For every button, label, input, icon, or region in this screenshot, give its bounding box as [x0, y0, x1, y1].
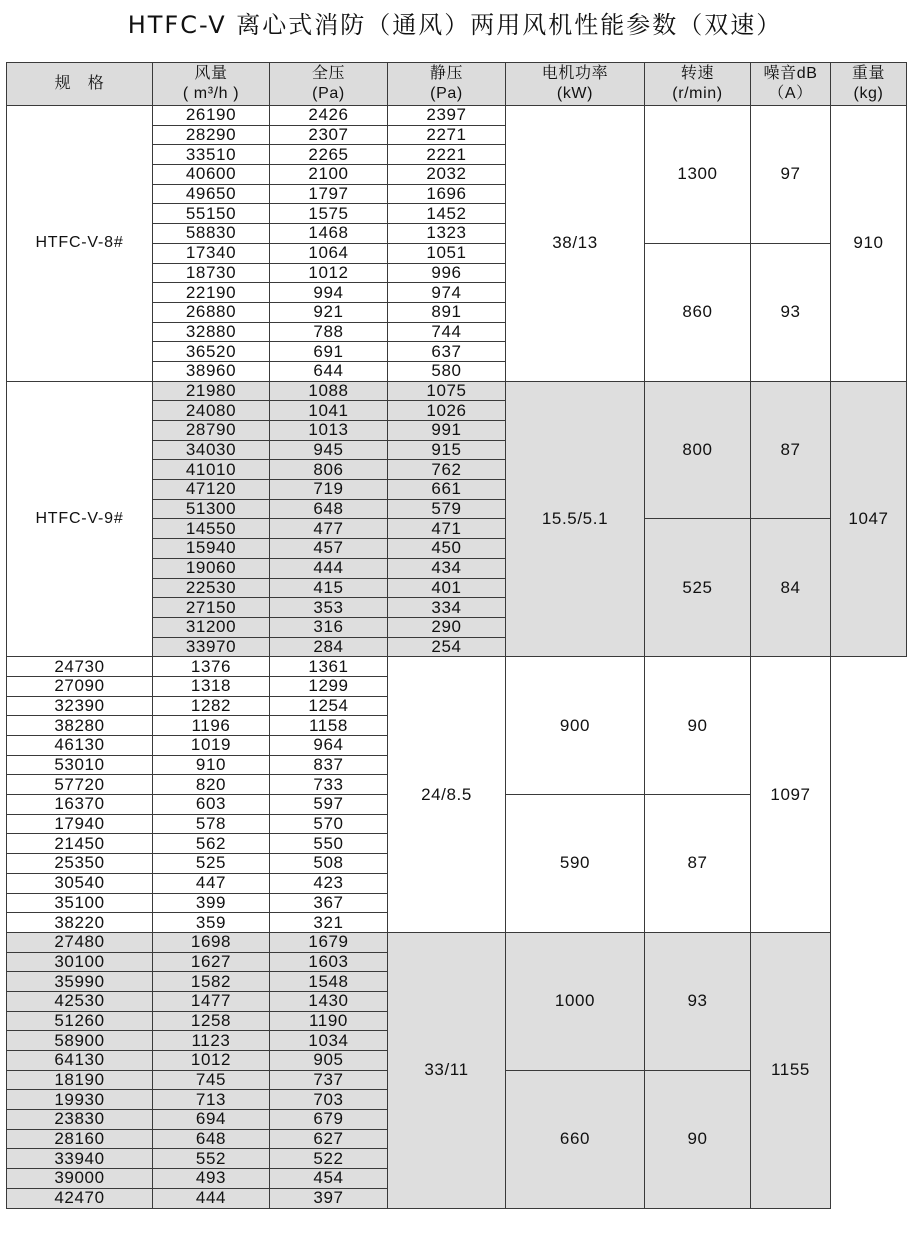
- static-pressure-value: 2221: [388, 145, 506, 165]
- table-row: [7, 932, 907, 952]
- static-pressure-value: 744: [388, 322, 506, 342]
- total-pressure-value: 316: [270, 617, 388, 637]
- flow-value: 23830: [7, 1110, 153, 1130]
- total-pressure-value: 788: [270, 322, 388, 342]
- header-weight: [831, 63, 907, 106]
- total-pressure-value: 691: [270, 342, 388, 362]
- total-pressure-value: 1282: [153, 696, 270, 716]
- static-pressure-value: 837: [270, 755, 388, 775]
- flow-value: 15940: [153, 539, 270, 559]
- model-name: HTFC-V-8#: [7, 106, 153, 382]
- flow-value: 30540: [7, 873, 153, 893]
- weight-value: 1097: [751, 657, 831, 933]
- static-pressure-value: 570: [270, 814, 388, 834]
- flow-value: 28790: [153, 421, 270, 441]
- total-pressure-value: 525: [153, 854, 270, 874]
- header-power: [506, 63, 645, 106]
- static-pressure-value: 974: [388, 283, 506, 303]
- rotation-speed: 525: [645, 519, 751, 657]
- flow-value: 33940: [7, 1149, 153, 1169]
- flow-value: 55150: [153, 204, 270, 224]
- flow-value: 32390: [7, 696, 153, 716]
- static-pressure-value: 627: [270, 1129, 388, 1149]
- flow-value: 19930: [7, 1090, 153, 1110]
- static-pressure-value: 550: [270, 834, 388, 854]
- flow-value: 26190: [153, 106, 270, 126]
- flow-value: 51260: [7, 1011, 153, 1031]
- total-pressure-value: 921: [270, 302, 388, 322]
- flow-value: 25350: [7, 854, 153, 874]
- static-pressure-value: 915: [388, 440, 506, 460]
- flow-value: 42530: [7, 991, 153, 1011]
- weight-value: 1155: [751, 932, 831, 1208]
- total-pressure-value: 552: [153, 1149, 270, 1169]
- total-pressure-value: 415: [270, 578, 388, 598]
- model-group: [7, 932, 907, 1208]
- static-pressure-value: 423: [270, 873, 388, 893]
- total-pressure-value: 2307: [270, 125, 388, 145]
- flow-value: 41010: [153, 460, 270, 480]
- total-pressure-value: 2426: [270, 106, 388, 126]
- total-pressure-value: 1468: [270, 224, 388, 244]
- total-pressure-value: 399: [153, 893, 270, 913]
- flow-value: 53010: [7, 755, 153, 775]
- total-pressure-value: 2100: [270, 165, 388, 185]
- static-pressure-value: 2271: [388, 125, 506, 145]
- static-pressure-value: 1299: [270, 676, 388, 696]
- total-pressure-value: 1258: [153, 1011, 270, 1031]
- static-pressure-value: 254: [388, 637, 506, 657]
- total-pressure-value: 477: [270, 519, 388, 539]
- flow-value: 21980: [153, 381, 270, 401]
- static-pressure-value: 1026: [388, 401, 506, 421]
- flow-value: 19060: [153, 558, 270, 578]
- weight-value: 1047: [831, 381, 907, 657]
- total-pressure-value: 1041: [270, 401, 388, 421]
- flow-value: 32880: [153, 322, 270, 342]
- flow-value: 42470: [7, 1188, 153, 1208]
- weight-value: 910: [831, 106, 907, 382]
- total-pressure-value: 447: [153, 873, 270, 893]
- flow-value: 24080: [153, 401, 270, 421]
- flow-value: 21450: [7, 834, 153, 854]
- static-pressure-value: 679: [270, 1110, 388, 1130]
- total-pressure-value: 1318: [153, 676, 270, 696]
- total-pressure-value: 1698: [153, 932, 270, 952]
- static-pressure-value: 1430: [270, 991, 388, 1011]
- total-pressure-value: 493: [153, 1169, 270, 1189]
- noise-level: 97: [751, 106, 831, 244]
- total-pressure-value: 562: [153, 834, 270, 854]
- total-pressure-value: 719: [270, 480, 388, 500]
- total-pressure-value: 694: [153, 1110, 270, 1130]
- model-group: [7, 106, 907, 382]
- noise-level: 93: [645, 932, 751, 1070]
- header-total-pressure-unit: (Pa): [312, 85, 345, 102]
- table-row: [7, 106, 907, 126]
- static-pressure-value: 905: [270, 1051, 388, 1071]
- static-pressure-value: 1323: [388, 224, 506, 244]
- noise-level: 87: [645, 795, 751, 933]
- total-pressure-value: 578: [153, 814, 270, 834]
- header-static-pressure-label: 静压: [429, 65, 464, 82]
- total-pressure-value: 745: [153, 1070, 270, 1090]
- flow-value: 24730: [7, 657, 153, 677]
- flow-value: 38220: [7, 913, 153, 933]
- static-pressure-value: 1603: [270, 952, 388, 972]
- total-pressure-value: 444: [153, 1188, 270, 1208]
- static-pressure-value: 1361: [270, 657, 388, 677]
- static-pressure-value: 2397: [388, 106, 506, 126]
- rotation-speed: 660: [506, 1070, 645, 1208]
- total-pressure-value: 1019: [153, 736, 270, 756]
- rotation-speed: 800: [645, 381, 751, 519]
- total-pressure-value: 1123: [153, 1031, 270, 1051]
- static-pressure-value: 1452: [388, 204, 506, 224]
- static-pressure-value: 397: [270, 1188, 388, 1208]
- static-pressure-value: 703: [270, 1090, 388, 1110]
- static-pressure-value: 522: [270, 1149, 388, 1169]
- flow-value: 39000: [7, 1169, 153, 1189]
- rotation-speed: 900: [506, 657, 645, 795]
- static-pressure-value: 579: [388, 499, 506, 519]
- static-pressure-value: 1190: [270, 1011, 388, 1031]
- total-pressure-value: 994: [270, 283, 388, 303]
- header-total-pressure-label: 全压: [311, 65, 346, 82]
- table-row: [7, 657, 907, 677]
- rotation-speed: 1000: [506, 932, 645, 1070]
- flow-value: 35990: [7, 972, 153, 992]
- flow-value: 49650: [153, 184, 270, 204]
- total-pressure-value: 1797: [270, 184, 388, 204]
- total-pressure-value: 353: [270, 598, 388, 618]
- header-noise-label: 噪音dB: [763, 65, 818, 82]
- static-pressure-value: 1696: [388, 184, 506, 204]
- rotation-speed: 590: [506, 795, 645, 933]
- flow-value: 58900: [7, 1031, 153, 1051]
- flow-value: 28160: [7, 1129, 153, 1149]
- total-pressure-value: 1088: [270, 381, 388, 401]
- static-pressure-value: 290: [388, 617, 506, 637]
- header-power-unit: (kW): [556, 85, 594, 102]
- static-pressure-value: 1075: [388, 381, 506, 401]
- static-pressure-value: 1034: [270, 1031, 388, 1051]
- header-weight-unit: (kg): [853, 85, 884, 102]
- flow-value: 30100: [7, 952, 153, 972]
- total-pressure-value: 648: [270, 499, 388, 519]
- header-static-pressure: [388, 63, 506, 106]
- flow-value: 34030: [153, 440, 270, 460]
- model-group: [7, 381, 907, 657]
- static-pressure-value: 733: [270, 775, 388, 795]
- total-pressure-value: 648: [153, 1129, 270, 1149]
- header-flow-unit: ( m³/h ): [182, 85, 240, 102]
- flow-value: 27480: [7, 932, 153, 952]
- rotation-speed: 860: [645, 243, 751, 381]
- flow-value: 35100: [7, 893, 153, 913]
- static-pressure-value: 2032: [388, 165, 506, 185]
- header-spec: [7, 63, 153, 106]
- total-pressure-value: 820: [153, 775, 270, 795]
- static-pressure-value: 471: [388, 519, 506, 539]
- motor-power: 33/11: [388, 932, 506, 1208]
- static-pressure-value: 1158: [270, 716, 388, 736]
- flow-value: 14550: [153, 519, 270, 539]
- header-speed: [645, 63, 751, 106]
- total-pressure-value: 945: [270, 440, 388, 460]
- flow-value: 18730: [153, 263, 270, 283]
- static-pressure-value: 964: [270, 736, 388, 756]
- static-pressure-value: 996: [388, 263, 506, 283]
- total-pressure-value: 1196: [153, 716, 270, 736]
- static-pressure-value: 991: [388, 421, 506, 441]
- header-noise-unit: （A）: [768, 85, 813, 102]
- total-pressure-value: 1575: [270, 204, 388, 224]
- flow-value: 28290: [153, 125, 270, 145]
- noise-level: 93: [751, 243, 831, 381]
- static-pressure-value: 1548: [270, 972, 388, 992]
- static-pressure-value: 1679: [270, 932, 388, 952]
- total-pressure-value: 2265: [270, 145, 388, 165]
- static-pressure-value: 661: [388, 480, 506, 500]
- header-weight-label: 重量: [851, 65, 886, 82]
- total-pressure-value: 1064: [270, 243, 388, 263]
- flow-value: 27150: [153, 598, 270, 618]
- static-pressure-value: 321: [270, 913, 388, 933]
- total-pressure-value: 644: [270, 361, 388, 381]
- header-noise: [751, 63, 831, 106]
- static-pressure-value: 597: [270, 795, 388, 815]
- flow-value: 58830: [153, 224, 270, 244]
- noise-level: 90: [645, 1070, 751, 1208]
- flow-value: 16370: [7, 795, 153, 815]
- flow-value: 57720: [7, 775, 153, 795]
- rotation-speed: 1300: [645, 106, 751, 244]
- static-pressure-value: 891: [388, 302, 506, 322]
- static-pressure-value: 762: [388, 460, 506, 480]
- static-pressure-value: 367: [270, 893, 388, 913]
- static-pressure-value: 737: [270, 1070, 388, 1090]
- flow-value: 27090: [7, 676, 153, 696]
- total-pressure-value: 1012: [153, 1051, 270, 1071]
- flow-value: 18190: [7, 1070, 153, 1090]
- table-row: [7, 381, 907, 401]
- static-pressure-value: 334: [388, 598, 506, 618]
- total-pressure-value: 1013: [270, 421, 388, 441]
- header-flow-label: 风量: [194, 65, 228, 82]
- static-pressure-value: 401: [388, 578, 506, 598]
- total-pressure-value: 806: [270, 460, 388, 480]
- static-pressure-value: 508: [270, 854, 388, 874]
- flow-value: 17940: [7, 814, 153, 834]
- page-title: HTFC-V 离心式消防（通风）两用风机性能参数（双速）: [127, 11, 783, 39]
- static-pressure-value: 637: [388, 342, 506, 362]
- total-pressure-value: 1627: [153, 952, 270, 972]
- header-power-label: 电机功率: [541, 65, 609, 82]
- performance-table: [6, 62, 907, 1209]
- static-pressure-value: 580: [388, 361, 506, 381]
- noise-level: 87: [751, 381, 831, 519]
- total-pressure-value: 284: [270, 637, 388, 657]
- header-speed-label: 转速: [680, 65, 715, 82]
- flow-value: 38960: [153, 361, 270, 381]
- flow-value: 36520: [153, 342, 270, 362]
- total-pressure-value: 1582: [153, 972, 270, 992]
- header-static-pressure-unit: (Pa): [430, 85, 463, 102]
- static-pressure-value: 450: [388, 539, 506, 559]
- flow-value: 33970: [153, 637, 270, 657]
- noise-level: 84: [751, 519, 831, 657]
- model-name: HTFC-V-9#: [7, 381, 153, 657]
- total-pressure-value: 1012: [270, 263, 388, 283]
- flow-value: 64130: [7, 1051, 153, 1071]
- motor-power: 15.5/5.1: [506, 381, 645, 657]
- flow-value: 26880: [153, 302, 270, 322]
- flow-value: 38280: [7, 716, 153, 736]
- total-pressure-value: 1477: [153, 991, 270, 1011]
- total-pressure-value: 910: [153, 755, 270, 775]
- flow-value: 33510: [153, 145, 270, 165]
- header-speed-unit: (r/min): [672, 85, 723, 102]
- motor-power: 24/8.5: [388, 657, 506, 933]
- total-pressure-value: 457: [270, 539, 388, 559]
- flow-value: 31200: [153, 617, 270, 637]
- total-pressure-value: 713: [153, 1090, 270, 1110]
- static-pressure-value: 434: [388, 558, 506, 578]
- static-pressure-value: 1254: [270, 696, 388, 716]
- noise-level: 90: [645, 657, 751, 795]
- flow-value: 17340: [153, 243, 270, 263]
- flow-value: 51300: [153, 499, 270, 519]
- total-pressure-value: 444: [270, 558, 388, 578]
- static-pressure-value: 454: [270, 1169, 388, 1189]
- total-pressure-value: 1376: [153, 657, 270, 677]
- flow-value: 22190: [153, 283, 270, 303]
- total-pressure-value: 359: [153, 913, 270, 933]
- flow-value: 46130: [7, 736, 153, 756]
- header-spec-label: 规 格: [54, 75, 105, 92]
- flow-value: 22530: [153, 578, 270, 598]
- flow-value: 47120: [153, 480, 270, 500]
- header-flow: [153, 63, 270, 106]
- model-group: [7, 657, 907, 933]
- flow-value: 40600: [153, 165, 270, 185]
- header-total-pressure: [270, 63, 388, 106]
- motor-power: 38/13: [506, 106, 645, 382]
- table-header: [7, 63, 907, 106]
- total-pressure-value: 603: [153, 795, 270, 815]
- static-pressure-value: 1051: [388, 243, 506, 263]
